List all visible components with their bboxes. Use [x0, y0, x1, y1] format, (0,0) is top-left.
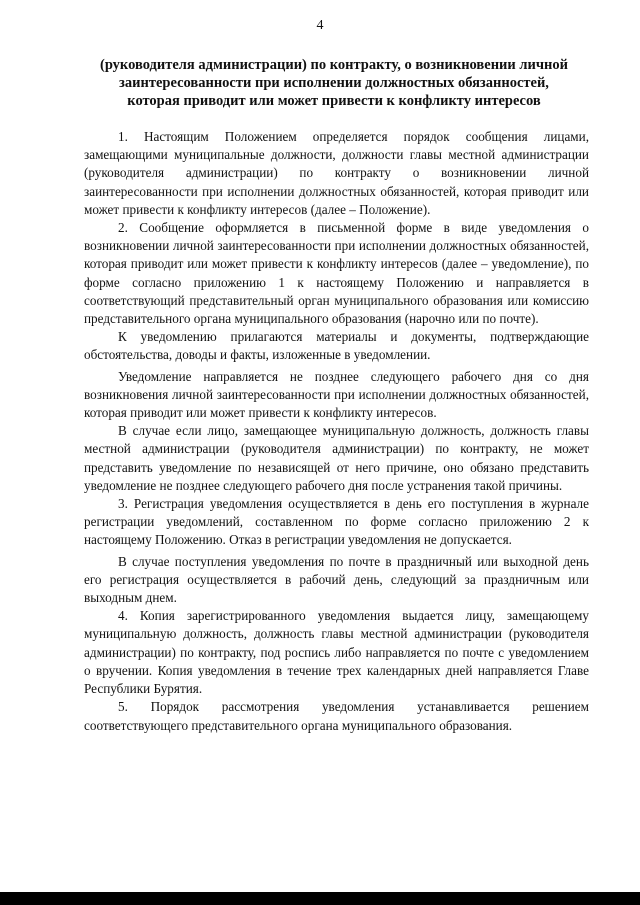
paragraph-exception: В случае если лицо, замещающее муниципальную должность, должность главы местной администрации (руководителя администрации) по контракту, не может представить уведомление по независящей от него причине, оно обязано представить уведомление не позднее следующего рабочего дня после устранения такой причины. — [84, 423, 589, 493]
paragraph-holiday: В случае поступления уведомления по почте в праздничный или выходной день его регистрация осуществляется в рабочий день, следующий за праздничным или выходным днем. — [84, 553, 589, 606]
document-title — [78, 56, 590, 110]
title-line: заинтересованности при исполнении должностных обязанностей, — [119, 75, 549, 91]
document-body — [84, 128, 589, 735]
paragraph-2: 2. Сообщение оформляется в письменной форме в виде уведомления о возникновении личной заинтересованности при исполнении должностных обязанностей, которая приводит или может привести к конфликту интересов (далее – уведомление), по форме согласно приложению 1 к настоящему Положению и направляется в соответствующий представительный орган муниципального образования или комиссию представительного органа муниципального образования (нарочно или по почте). — [84, 220, 589, 327]
paragraph-4: 4. Копия зарегистрированного уведомления выдается лицу, замещающему муниципальную должность, должность главы местной администрации (руководителя администрации) по контракту, под роспись либо направляется по почте с уведомлением о вручении. Копия уведомления в течение трех календарных дней направляется Главе Республики Бурятия. — [84, 608, 589, 697]
page-number: 4 — [316, 18, 324, 33]
paragraph-attachments: К уведомлению прилагаются материалы и документы, подтверждающие обстоятельства, доводы и факты, изложенные в уведомлении. — [84, 329, 589, 363]
paragraph-1: 1. Настоящим Положением определяется порядок сообщения лицами, замещающими муниципальные должности, должности главы местной администрации (руководителя администрации) по контракту о возникновении личной заинтересованности при исполнении должностных обязанностей, которая приводит или может привести к конфликту интересов (далее – Положение). — [84, 129, 589, 217]
paragraph-3: 3. Регистрация уведомления осуществляется в день его поступления в журнале регистрации уведомлений, составленном по форме согласно приложению 2 к настоящему Положению. Отказ в регистрации уведомления не допускается. — [84, 496, 589, 548]
title-line: которая приводит или может привести к конфликту интересов — [127, 93, 541, 109]
paragraph-deadline: Уведомление направляется не позднее следующего рабочего дня со дня возникновения личной заинтересованности при исполнении должностных обязанностей, которая приводит или может привести к конфликту интересов. — [84, 368, 589, 421]
scan-border — [0, 892, 640, 905]
title-line: (руководителя администрации) по контракту, о возникновении личной — [99, 57, 569, 73]
paragraph-5: 5. Порядок рассмотрения уведомления устанавливается решением соответствующего представительного органа муниципального образования. — [84, 699, 589, 733]
